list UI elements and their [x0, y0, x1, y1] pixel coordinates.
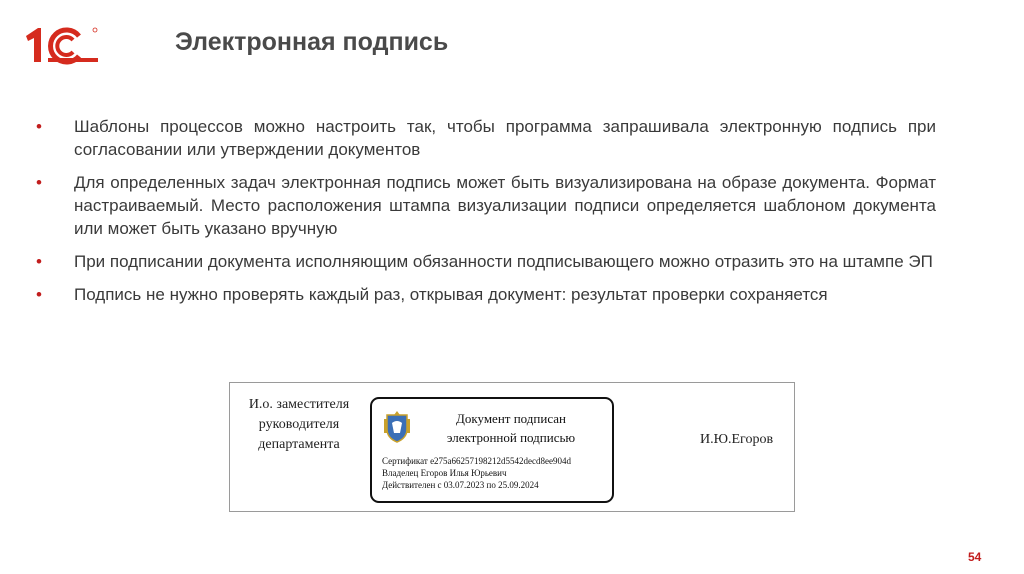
signer-position-line: департамента [258, 437, 340, 452]
1c-logo-icon [24, 24, 104, 66]
page-number: 54 [968, 550, 982, 564]
stamp-title-line: электронной подписью [446, 430, 576, 445]
signature-example [229, 382, 795, 512]
bullet-marker: • [36, 173, 42, 192]
list-item [36, 171, 936, 240]
bullet-text: Шаблоны процессов можно настроить так, чтобы программа запрашивала электронную подпись при согласовании или утверждении документов [74, 117, 936, 159]
signer-name: И.Ю.Егоров [700, 432, 774, 447]
signer-position [240, 395, 358, 455]
stamp-details [382, 455, 571, 491]
bullet-marker: • [36, 117, 42, 136]
list-item [36, 115, 936, 161]
coat-of-arms-icon [383, 409, 411, 443]
list-item [36, 250, 936, 273]
bullet-text: При подписании документа исполняющим обязанности подписывающего можно отразить это на штампе ЭП [74, 252, 933, 271]
stamp-title [418, 409, 604, 447]
stamp-title-line: Документ подписан [456, 411, 566, 426]
bullet-text: Для определенных задач электронная подпись может быть визуализирована на образе документа. Формат настраиваемый. Место расположения штампа визуализации подписи определяется шаблоном документа или может быть указано вручную [74, 173, 936, 238]
list-item [36, 283, 936, 306]
owner-text: Владелец Егоров Илья Юрьевич [382, 468, 507, 478]
signature-stamp [370, 397, 614, 503]
bullet-marker: • [36, 285, 42, 304]
certificate-text: Сертификат e275a66257198212d5542decd8ee904d [382, 456, 572, 466]
signer-position-line: руководителя [258, 417, 340, 432]
validity-text: Действителен с 03.07.2023 по 25.09.2024 [382, 480, 539, 490]
page-title: Электронная подпись [175, 28, 449, 56]
signer-position-line: И.о. заместителя [248, 397, 350, 412]
bullet-marker: • [36, 252, 42, 271]
bullet-text: Подпись не нужно проверять каждый раз, открывая документ: результат проверки сохраняется [74, 285, 828, 304]
bullet-list [36, 115, 936, 316]
